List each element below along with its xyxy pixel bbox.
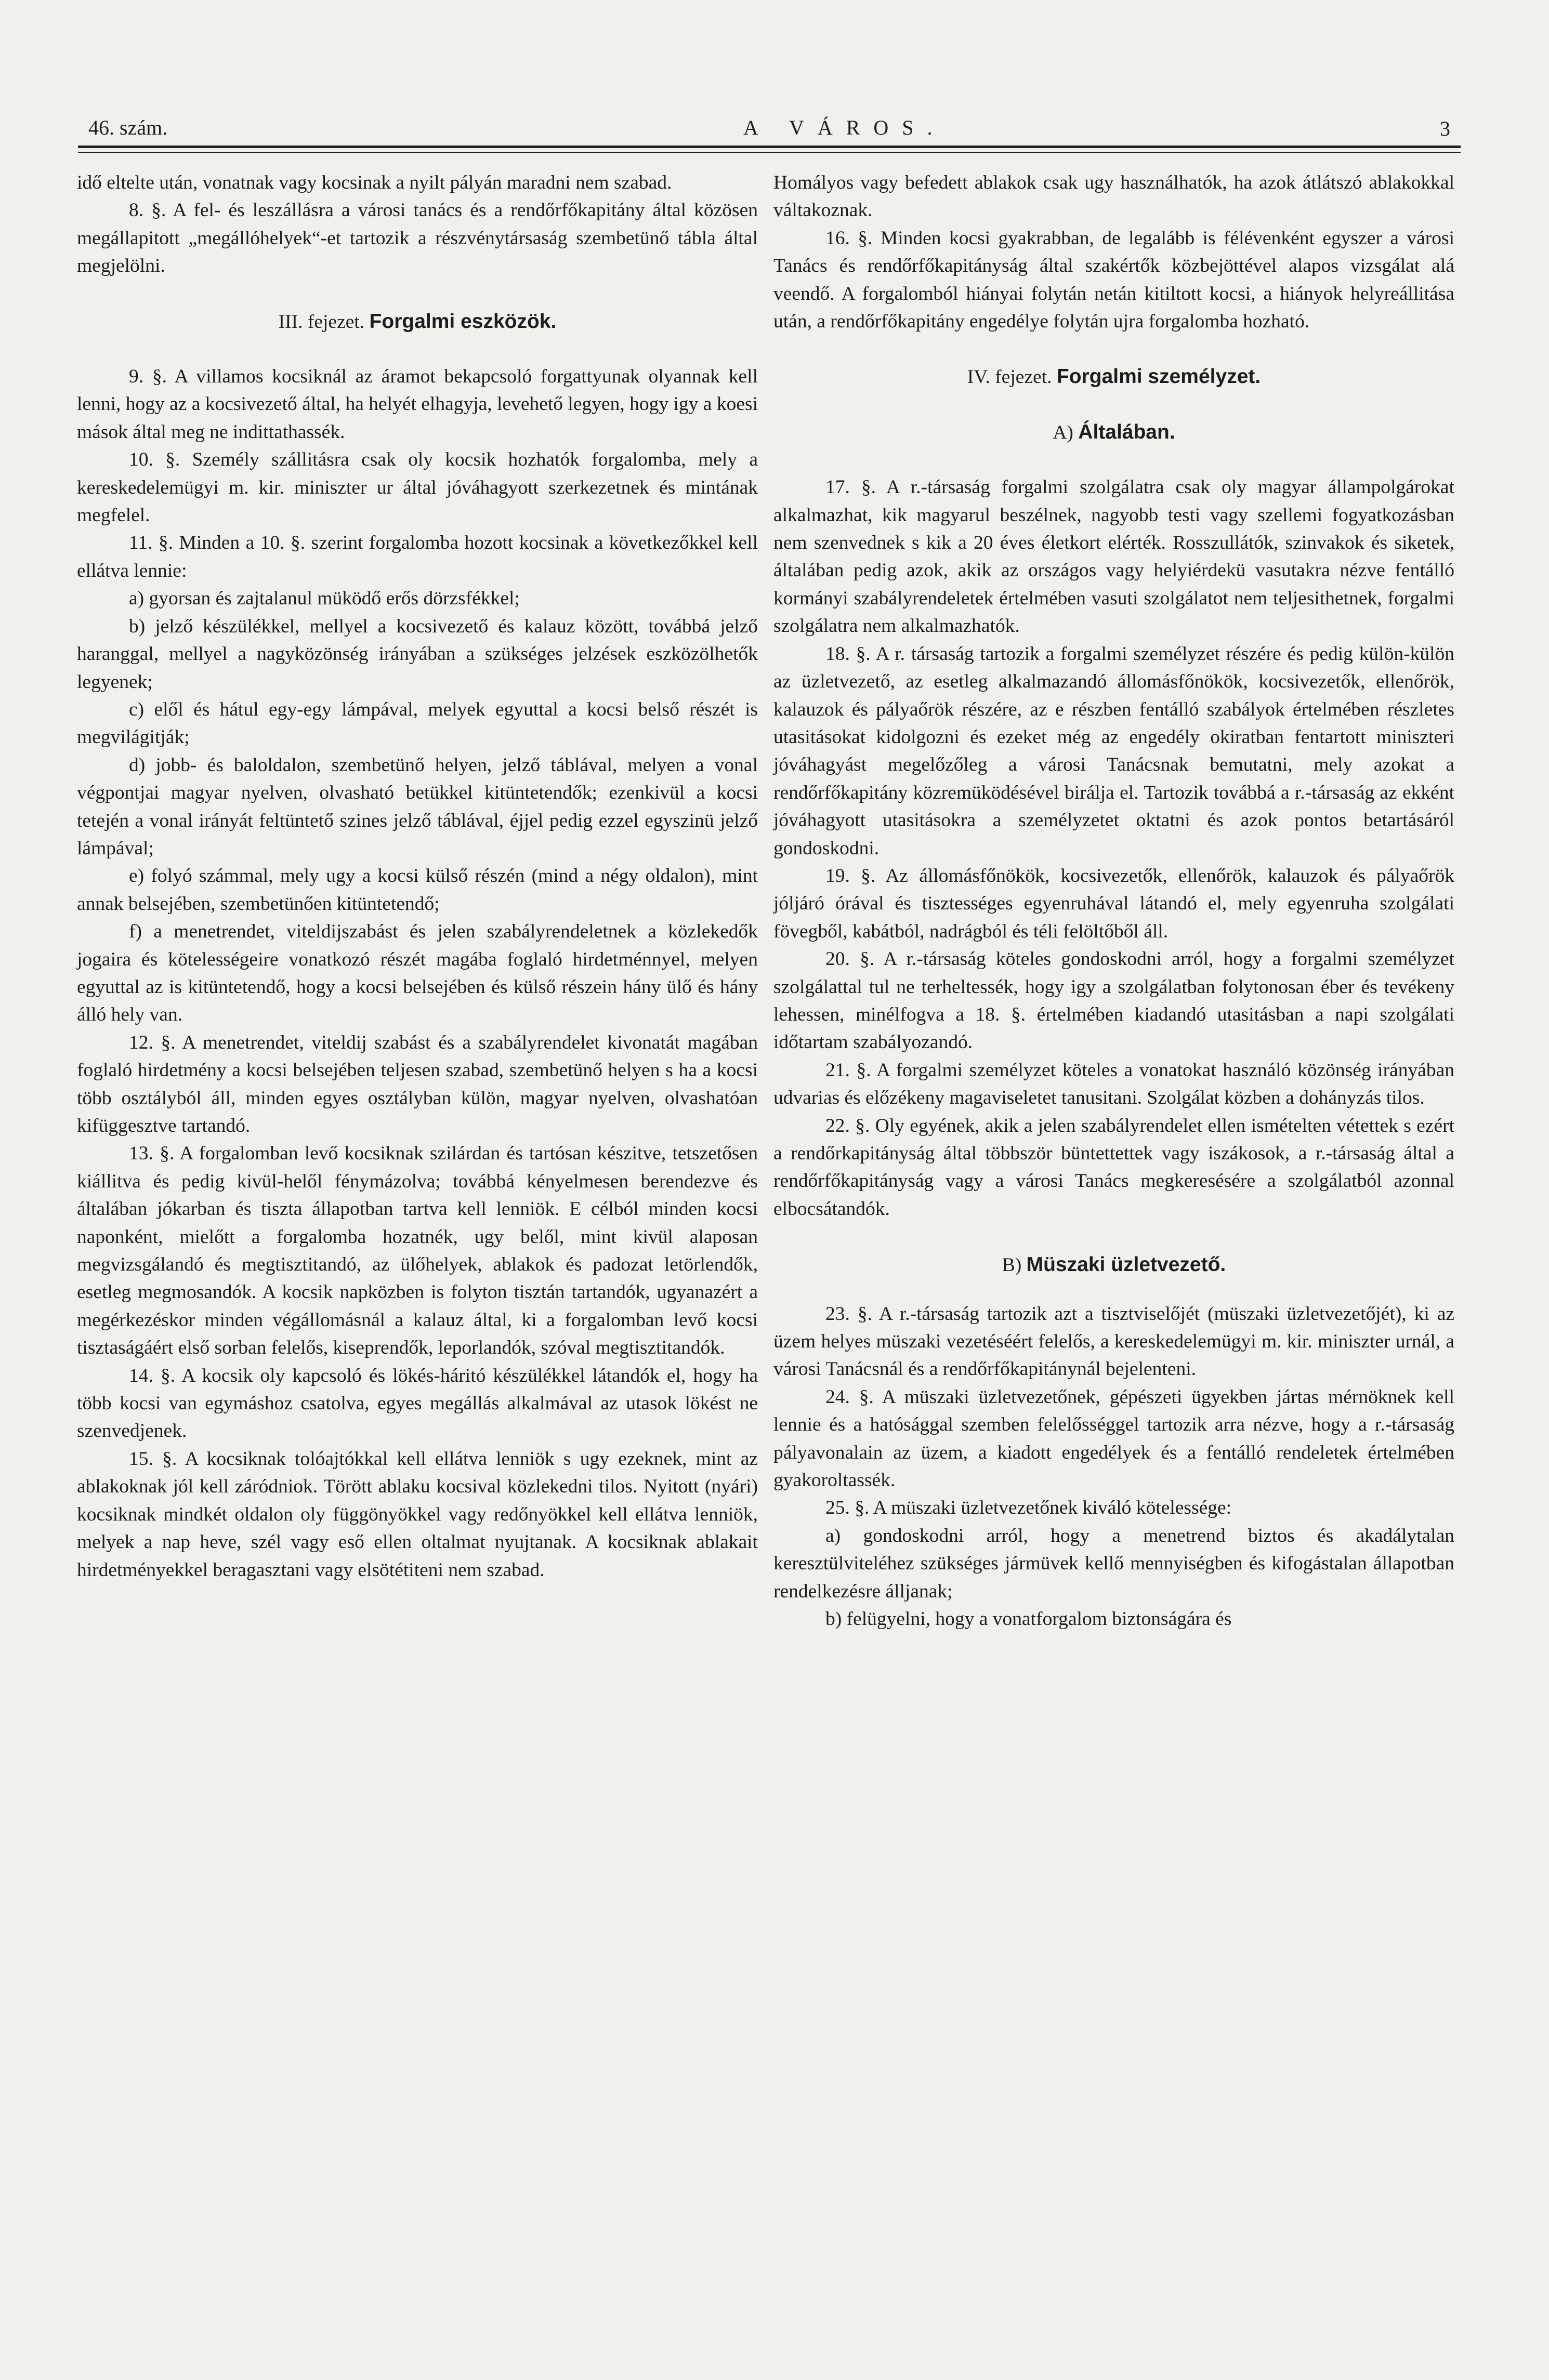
chapter-heading [773,335,1454,418]
page-number: 3 [1440,117,1450,140]
paragraph: 10. §. Személy szállitásra csak oly kocsik hozhatók forgalomba, mely a kereskedelemügyi m. kir. miniszter ur által jóváhagyott szerkezetnek és mintának megfelel. [77,449,758,526]
chapter-heading [77,280,758,363]
paragraph: e) folyó számmal, mely ugy a kocsi külső részén (mind a négy oldalon), mint annak belsejében, szembetünően kitüntetendő; [77,865,758,915]
paragraph: 9. §. A villamos kocsiknál az áramot bekapcsoló forgattyunak olyannak kell lenni, hogy az a kocsivezető által, ha helyét elhagyja, levehető legyen, hogy igy a koesi mások által meg ne indittathassék. [77,366,758,443]
newspaper-title: A VÁROS. [743,116,946,139]
paragraph: idő eltelte után, vonatnak vagy kocsinak a nyilt pályán maradni nem szabad. [77,172,672,193]
paragraph: b) felügyelni, hogy a vonatforgalom biztonságára és [825,1608,1232,1630]
paragraph: a) gyorsan és zajtalanul müködő erős dörzsfékkel; [129,588,520,610]
paragraph: 12. §. A menetrendet, viteldij szabást és a szabályrendelet kivonatát magában foglaló hirdetmény a kocsi belsejében teljesen szabad, szembetünő helyen s ha a kocsi több osztályból áll, minden egyes osztályban külön, magyar nyelven, olvashatóan kifüggesztve tartandó. [77,1032,758,1136]
paragraph: 16. §. Minden kocsi gyakrabban, de legalább is félévenként egyszer a városi Tanács és rendőrfőkapitányság által szakértők közbejöttével alapos vizsgálat alá veendő. A forgalomból hiányai folytán netán kitiltott kocsi, a hiányok helyreállitása után, a rendőrfőkapitány engedélye folytán ujra forgalomba hozható. [773,227,1454,333]
paragraph: 11. §. Minden a 10. §. szerint forgalomba hozott kocsinak a következőkkel kell ellátva lennie: [77,532,758,581]
paragraph: f) a menetrendet, viteldijszabást és jelen szabályrendeletnek a közlekedők jogaira és kötelességeire vonatkozó részét magába foglaló hirdetménnyel, melyen egyuttal az is kitüntetendő, hogy a kocsi belsejében és külső részein hány ülő és hány álló hely van. [77,921,758,1026]
right-column [773,169,1454,1633]
section-label: B) [1002,1254,1022,1276]
section-label: A) [1053,421,1073,443]
section-heading [773,1223,1454,1300]
section-heading [773,418,1454,473]
paragraph: 24. §. A müszaki üzletvezetőnek, gépészeti ügyekben jártas mérnöknek kell lennie és a hatósággal szemben felelősséggel tartozik arra nézve, hogy a r.-társaság pályavonalain az üzem, a kiadott engedélyek és a fentálló rendeletek értelmében gyakoroltassék. [773,1386,1454,1491]
chapter-label: IV. fejezet. [967,366,1052,388]
header-rule-thin [78,152,1461,153]
issue-number: 46. szám. [88,116,168,139]
header-rule-thick [78,146,1461,148]
paragraph: 23. §. A r.-társaság tartozik azt a tisztviselőjét (müszaki üzletvezetőjét), ki az üzem helyes müszaki vezetéséért felelős, a kereskedelemügyi m. kir. miniszter urnál, a városi Tanácsnál és a rendőrfőkapitánynál bejelenteni. [773,1303,1454,1380]
chapter-label: III. fejezet. [278,311,365,333]
paragraph: d) jobb- és baloldalon, szembetünő helyen, jelző táblával, melyen a vonal végpontjai magyar nyelven, olvasható betükkel kitüntetendők; ezenkivül a kocsi tetején a vonal irányát feltüntető szines jelző táblával, éjjel pedig ezzel egyszinü jelző lámpával; [77,754,758,859]
paragraph: a) gondoskodni arról, hogy a menetrend biztos és akadálytalan keresztülviteléhez szükséges jármüvek kellő mennyiségben és kifogástalan állapotban rendelkezésre álljanak; [773,1525,1454,1602]
page-header [78,114,1461,146]
paragraph: 18. §. A r. társaság tartozik a forgalmi személyzet részére és pedig külön-külön az üzletvezető, az esetleg alkalmazandó állomásfőnökök, kocsivezetők, ellenőrök, kalauzok és pályaőrök részére, az e részben fentálló szabályok értelmében részletes utasitásokat kidolgozni és ezeket még az engedély okiratban fentartott miniszteri jóváhagyást megelőzőleg a városi Tanácsnak bemutatni, mely azokat a rendőrfőkapitány közremüködésével birálja el. Tartozik továbbá a r.-társaság az ekként jóváhagyott utasitásokra a személyzetet oktatni és azok pontos betartásáról gondoskodni. [773,643,1454,859]
chapter-title: Forgalmi eszközök. [369,310,557,333]
paragraph: 22. §. Oly egyének, akik a jelen szabályrendelet ellen ismételten vétettek s ezért a rendőrkapitányság által többször büntettettek vagy iszákosok, a r.-társaság által a rendőrfőkapitányság vagy a városi Tanács megkeresésére a szolgálatból azonnal elbocsátandók. [773,1115,1454,1220]
paragraph: 19. §. Az állomásfőnökök, kocsivezetők, ellenőrök, kalauzok és pályaőrök jóljáró órával és tisztességes egyenruhával látandó el, mely egyenruha szolgálati fövegből, kabátból, nadrágból és téli felöltőből áll. [773,865,1454,942]
paragraph: 15. §. A kocsiknak tolóajtókkal kell ellátva lenniök s ugy ezeknek, mint az ablakoknak jól kell záródniok. Törött ablaku kocsival közlekedni tilos. Nyitott (nyári) kocsiknak mindkét oldalon oly függönyökkel vagy redőnyökkel kell ellátva lenniök, melyek a nap heve, szél vagy eső ellen oltalmat nyujtanak. A kocsiknak ablakait hirdetményekkel beragasztani vagy elsötétiteni nem szabad. [77,1448,758,1581]
paragraph: 20. §. A r.-társaság köteles gondoskodni arról, hogy a forgalmi személyzet szolgálattal tul ne terheltessék, hogy igy a szolgálatban folytonosan éber és tevékeny lehessen, minélfogva a 18. §. értelmében kiadandó utasitásban a napi szolgálati időtartam szabályozandó. [773,948,1454,1053]
paragraph: c) elől és hátul egy-egy lámpával, melyek egyuttal a kocsi belső részét is megvilágitják; [77,698,758,748]
paragraph: Homályos vagy befedett ablakok csak ugy használhatók, ha azok átlátszó ablakokkal váltakoznak. [773,172,1454,221]
section-title: Müszaki üzletvezető. [1026,1253,1226,1276]
paragraph: 25. §. A müszaki üzletvezetőnek kiváló kötelessége: [825,1497,1232,1519]
paragraph: 13. §. A forgalomban levő kocsiknak szilárdan és tartósan készitve, tetszetősen kiállitva és pedig kivül-helől fénymázolva; továbbá kényelmesen berendezve és általában jókarban és tiszta állapotban tartva kell lenniök. E célból minden kocsi naponként, mielőtt a forgalomba hozatnék, ugy belől, mint kivül alaposan megvizsgálandó és megtisztitandó, az ülőhelyek, ablakok és padozat letörlendők, esetleg megmosandók. A kocsik napközben is folyton tisztán tartandók, ugyanazért a megérkezéskor minden végállomásnál a kalauz által, ki a forgalomban levő kocsi tisztaságáért első sorban felelős, kiseprendők, leporlandók, szóval megtisztitandók. [77,1143,758,1359]
paragraph: 8. §. A fel- és leszállásra a városi tanács és a rendőrfőkapitány által közösen megállapitott „megállóhelyek“-et tartozik a részvénytársaság szembetünő tábla által megjelölni. [77,200,758,277]
paragraph: 17. §. A r.-társaság forgalmi szolgálatra csak oly magyar állampolgárokat alkalmazhat, kik magyarul beszélnek, nagyobb testi vagy szellemi fogyatkozásban nem szenvednek s kik a 20 éves életkort elérték. Rosszullátók, szinvakok és siketek, általában pedig azok, akik az országos vagy helyiérdekü vasutakra nézve fentálló kormányi szabályrendeletek értelmében vasuti szolgálatot nem teljesithetnek, forgalmi szolgálatra nem alkalmazhatók. [773,477,1454,637]
section-title: Általában. [1078,420,1175,443]
chapter-title: Forgalmi személyzet. [1056,365,1261,388]
paragraph: 21. §. A forgalmi személyzet köteles a vonatokat használó közönség irányában udvarias és előzékeny magaviseletet tanusitani. Szolgálat közben a dohányzás tilos. [773,1059,1454,1109]
paragraph: 14. §. A kocsik oly kapcsoló és lökés-háritó készülékkel látandók el, hogy ha több kocsi van egymáshoz csatolva, egyes megállás alkalmával az utasok lökést ne szenvedjenek. [77,1365,758,1442]
left-column [77,169,758,1584]
paragraph: b) jelző készülékkel, mellyel a kocsivezető és kalauz között, továbbá jelző haranggal, mellyel a nagyközönség irányában a szükséges jelzések eszközölhetők legyenek; [77,615,758,693]
